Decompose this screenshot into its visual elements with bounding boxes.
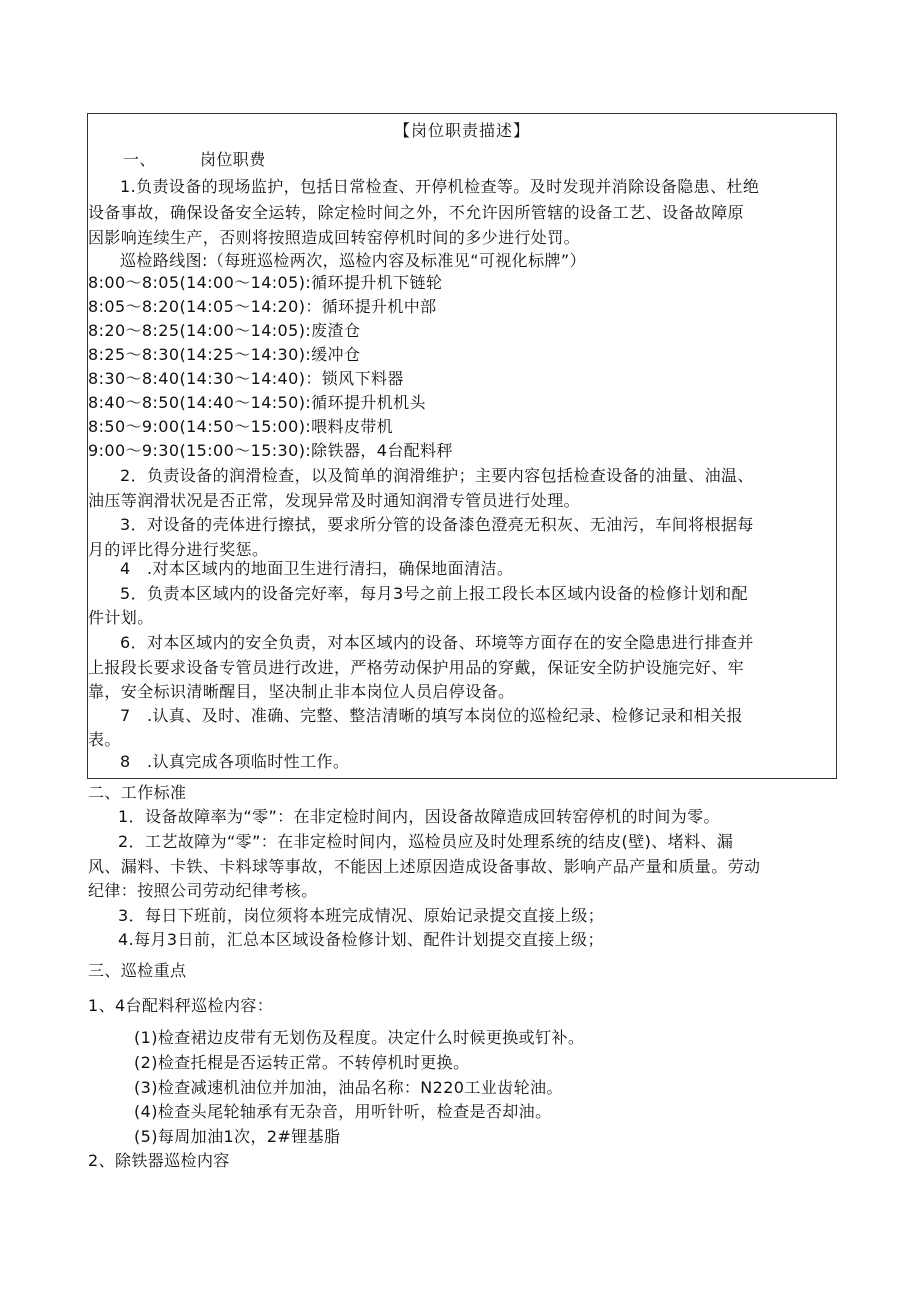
duty-6-line-2: 上报段长要求设备专管员进行改进，严格劳动保护用品的穿戴，保证安全防护设施完好、牢 [88,658,745,677]
inspection-point: (3)检查减速机油位并加油，油品名称：N220工业齿轮油。 [134,1078,563,1097]
duty-4-line-1: 4 .对本区域内的地面卫生进行清扫，确保地面清洁。 [120,559,514,578]
route-item: 8:05～8:20(14:05～14:20)：循环提升机中部 [88,297,437,316]
standard-4-line-1: 4.每月3日前，汇总本区域设备检修计划、配件计划提交直接上级； [118,930,604,949]
standard-2-line-3: 纪律：按照公司劳动纪律考核。 [88,881,318,900]
route-item: 8:20～8:25(14:00～14:05):废渣仓 [88,321,361,340]
section-3-heading: 三、巡检重点 [88,961,187,980]
route-title: 巡检路线图:（每班巡检两次，巡检内容及标准见“可视化标牌”） [120,251,586,270]
duty-3-line-1: 3．对设备的壳体进行擦拭，要求所分管的设备漆色澄亮无积灰、无油污，车间将根据每 [120,515,754,534]
duty-3-line-2: 月的评比得分进行奖惩。 [88,540,269,559]
duty-2-line-1: 2．负责设备的润滑检查，以及简单的润滑维护；主要内容包括检查设备的油量、油温、 [120,466,754,485]
route-item: 8:25～8:30(14:25～14:30):缓冲仓 [88,345,361,364]
duty-1-line-3: 因影响连续生产，否则将按照造成回转窑停机时间的多少进行处罚。 [88,228,581,247]
route-item: 8:30～8:40(14:30～14:40)：锁风下料器 [88,369,404,388]
standard-2-line-2: 风、漏料、卡铁、卡料球等事故，不能因上述原因造成设备事故、影响产品产量和质量。劳动 [88,857,761,876]
inspection-point: (2)检查托棍是否运转正常。不转停机时更换。 [134,1053,470,1072]
route-item: 9:00～9:30(15:00～15:30):除铁器，4台配料秤 [88,441,453,460]
inspection-point: (5)每周加油1次，2#锂基脂 [134,1127,341,1146]
inspection-point: (4)检查头尾轮轴承有无杂音，用听针听，检查是否却油。 [134,1102,552,1121]
section-1-heading: 岗位职费 [200,150,266,169]
route-item: 8:50～9:00(14:50～15:00):喂料皮带机 [88,417,394,436]
route-item: 8:40～8:50(14:40～14:50):循环提升机机头 [88,393,426,412]
standard-3-line-1: 3．每日下班前，岗位须将本班完成情况、原始记录提交直接上级； [118,906,605,925]
document-title: 【岗位职责描述】 [394,121,531,140]
route-item: 8:00～8:05(14:00～14:05):循环提升机下链轮 [88,273,443,292]
duty-5-line-1: 5．负责本区域内的设备完好率，每月3号之前上报工段长本区域内设备的检修计划和配 [120,584,748,603]
standard-2-line-1: 2．工艺故障为“零”：在非定检时间内，巡检员应及时处理系统的结皮(壁)、堵料、漏 [118,832,734,851]
duty-5-line-2: 件计划。 [88,608,154,627]
section-1-number: 一、 [123,150,156,169]
duty-7-line-2: 表。 [88,730,121,749]
duty-2-line-2: 油压等润滑状况是否正常，发现异常及时通知润滑专管员进行处理。 [88,491,581,510]
duty-6-line-1: 6．对本区域内的安全负责，对本区域内的设备、环境等方面存在的安全隐患进行排查并 [120,633,754,652]
inspection-item-1-title: 1、4台配料秤巡检内容： [88,996,274,1015]
duty-7-line-1: 7 .认真、及时、准确、完整、整洁清晰的填写本岗位的巡检纪录、检修记录和相关报 [120,706,743,725]
duty-6-line-3: 靠，安全标识清晰醒目，坚决制止非本岗位人员启停设备。 [88,682,515,701]
inspection-item-2-title: 2、除铁器巡检内容 [88,1151,230,1170]
duty-8-line-1: 8 .认真完成各项临时性工作。 [120,752,350,771]
duty-1-line-1: 1.负责设备的现场监护，包括日常检查、开停机检查等。及时发现并消除设备隐患、杜绝 [120,177,760,196]
section-2-heading: 二、工作标准 [88,783,187,802]
inspection-point: (1)检查裙边皮带有无划伤及程度。决定什么时候更换或钉补。 [134,1028,585,1047]
duty-1-line-2: 设备事故，确保设备安全运转，除定检时间之外，不允许因所管辖的设备工艺、设备故障原 [88,203,745,222]
standard-1-line-1: 1．设备故障率为“零”：在非定检时间内，因设备故障造成回转窑停机的时间为零。 [118,807,720,826]
